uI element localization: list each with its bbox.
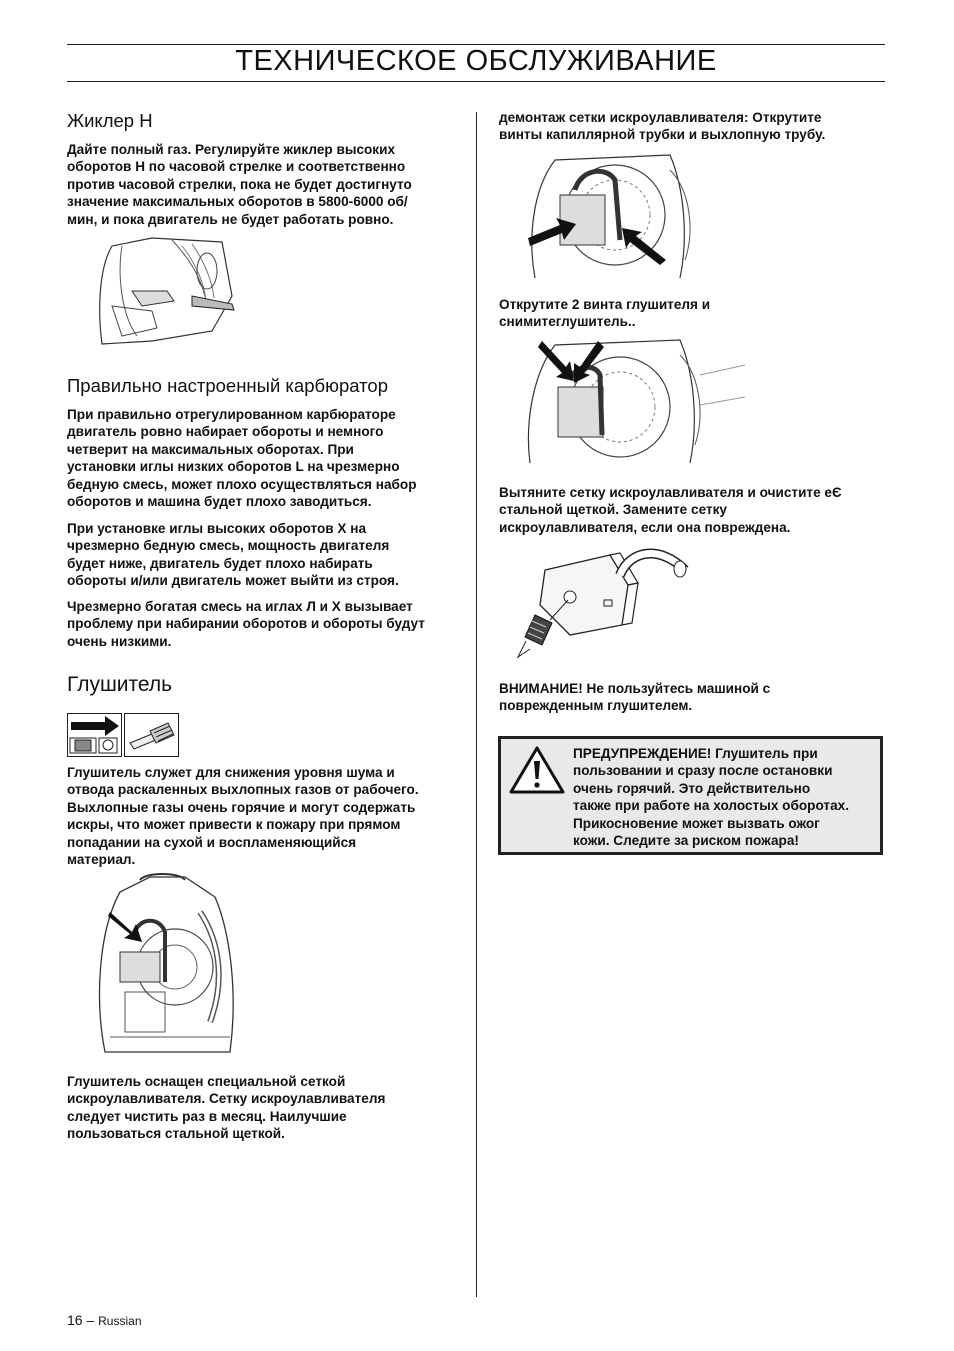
right-p1: демонтаж сетки искроулавливателя: Открутите винты капиллярной трубки и выхлопную трубу.	[499, 110, 826, 143]
carburetor-p3: Чрезмерно богатая смесь на иглах Л и X вызывает проблему при набирании оборотов и обороты будут очень низкими.	[67, 599, 425, 649]
warning-text: ПРЕДУПРЕЖДЕНИЕ! Глушитель при пользовании и сразу после остановки очень горячий. Это действительно также при работе на холостых оборотах. Прикосновение может вызвать ожог кожи. Следите за риском пожара!	[573, 746, 849, 849]
page-number: 16 –	[67, 1312, 95, 1328]
right-p3: Вытяните сетку искроулавливателя и очистите еЄ стальной щеткой. Замените сетку искроулавливателя, если она повреждена.	[499, 485, 842, 535]
right-p4-caution: ВНИМАНИЕ! Не пользуйтесь машиной с поврежденным глушителем.	[499, 681, 771, 714]
page-footer	[67, 1312, 142, 1328]
warning-triangle-icon	[509, 745, 565, 800]
brush-icon	[124, 713, 179, 757]
heading-jet-h: Жиклер H	[67, 110, 153, 131]
muffler-p1: Глушитель служет для снижения уровня шума и отвода раскаленных выхлопных газов от рабочего. Выхлопные газы очень горячие и могут содержать искры, что может привести к пожару при прямом попадании на сухой и воспламеняющийся материал.	[67, 765, 419, 868]
carburetor-p2: При установке иглы высоких оборотов X на чрезмерно бедную смесь, мощность двигателя будет ниже, двигатель будет плохо набирать обороты и/или двигатель может выйти из строя.	[67, 521, 399, 589]
muffler-screws-illustration	[520, 335, 750, 465]
arrow-sign-icon	[67, 713, 122, 757]
jet-h-text: Дайте полный газ. Регулируйте жиклер высоких оборотов H по часовой стрелке и соответственно против часовой стрелки, пока не будет достигнуто значение максимальных оборотов в 5800-6000 об/ мин, и пока двигатель не будет работать ровно.	[67, 142, 412, 227]
capillary-tube-removal-illustration	[520, 150, 705, 280]
muffler-location-illustration	[90, 872, 250, 1057]
warning-box	[498, 736, 883, 855]
carburetor-adjust-illustration	[92, 236, 242, 346]
heading-carburetor: Правильно настроенный карбюратор	[67, 375, 388, 396]
footer-language: Russian	[98, 1314, 142, 1328]
muffler-p2: Глушитель оснащен специальной сеткой искроулавливателя. Сетку искроулавливателя следует чистить раз в месяц. Наилучшие пользоваться стальной щеткой.	[67, 1074, 386, 1142]
carburetor-p1: При правильно отрегулированном карбюраторе двигатель ровно набирает обороты и немного четверит на максимальных оборотах. При установки иглы низких оборотов L на чрезмерно бедную смесь, может плохо осуществляться набор оборотов и машина будет плохо заводиться.	[67, 407, 417, 510]
spark-screen-illustration	[510, 545, 695, 660]
column-divider	[476, 112, 477, 1297]
page-title: ТЕХНИЧЕСКОЕ ОБСЛУЖИВАНИЕ	[235, 45, 717, 77]
right-p2: Открутите 2 винта глушителя и снимитеглушитель..	[499, 297, 711, 330]
header-bottom-rule	[67, 81, 885, 82]
heading-muffler: Глушитель	[67, 673, 173, 696]
